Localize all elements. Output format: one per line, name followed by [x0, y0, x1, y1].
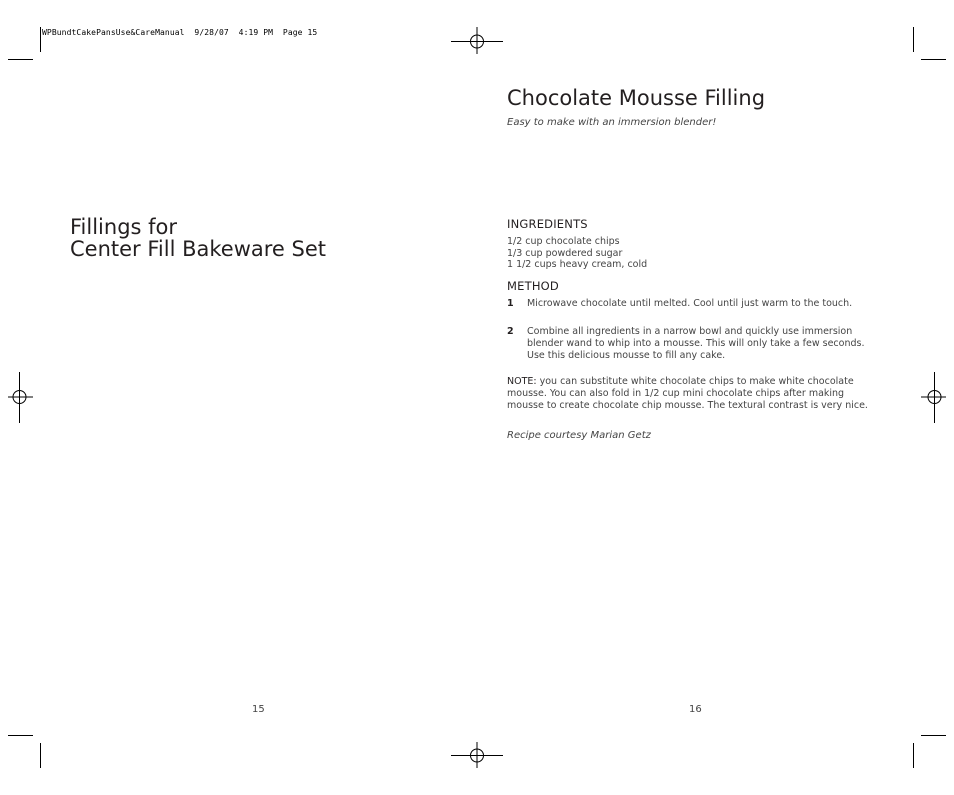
- page-number-right: 16: [689, 704, 702, 715]
- page-number-left: 15: [252, 704, 265, 715]
- ingredient-item: 1/2 cup chocolate chips: [507, 236, 620, 247]
- step-text: Microwave chocolate until melted. Cool until just warm to the touch.: [527, 298, 853, 309]
- recipe-credit: Recipe courtesy Marian Getz: [507, 430, 651, 441]
- left-title-line2: Center Fill Bakeware Set: [70, 237, 326, 261]
- step-number: 1: [507, 298, 514, 309]
- step-number: 2: [507, 326, 514, 337]
- method-heading: METHOD: [507, 279, 559, 293]
- step-text: Combine all ingredients in a narrow bowl and quickly use immersion blender wand to whip into a mousse. This will only take a few seconds. Use this delicious mousse to fill any cake.: [527, 326, 865, 361]
- ingredients-list: [507, 236, 647, 271]
- recipe-note: [507, 376, 879, 412]
- note-text: you can substitute white chocolate chips to make white chocolate mousse. You can also fold in 1/2 cup mini chocolate chips after making mousse to create chocolate chip mousse. The textural contrast is very nice.: [507, 376, 868, 411]
- left-page-title: [70, 216, 326, 260]
- method-step: [507, 298, 877, 310]
- ingredient-item: 1 1/2 cups heavy cream, cold: [507, 259, 648, 270]
- print-slug: WPBundtCakePansUse&CareManual 9/28/07 4:19 PM Page 15: [42, 28, 318, 37]
- recipe-title: Chocolate Mousse Filling: [507, 86, 766, 110]
- ingredient-item: 1/3 cup powdered sugar: [507, 247, 623, 259]
- left-title-line1: Fillings for: [70, 215, 178, 239]
- note-label: NOTE:: [507, 376, 537, 387]
- ingredients-heading: INGREDIENTS: [507, 217, 588, 231]
- method-step: [507, 326, 877, 362]
- recipe-subtitle: Easy to make with an immersion blender!: [507, 117, 717, 128]
